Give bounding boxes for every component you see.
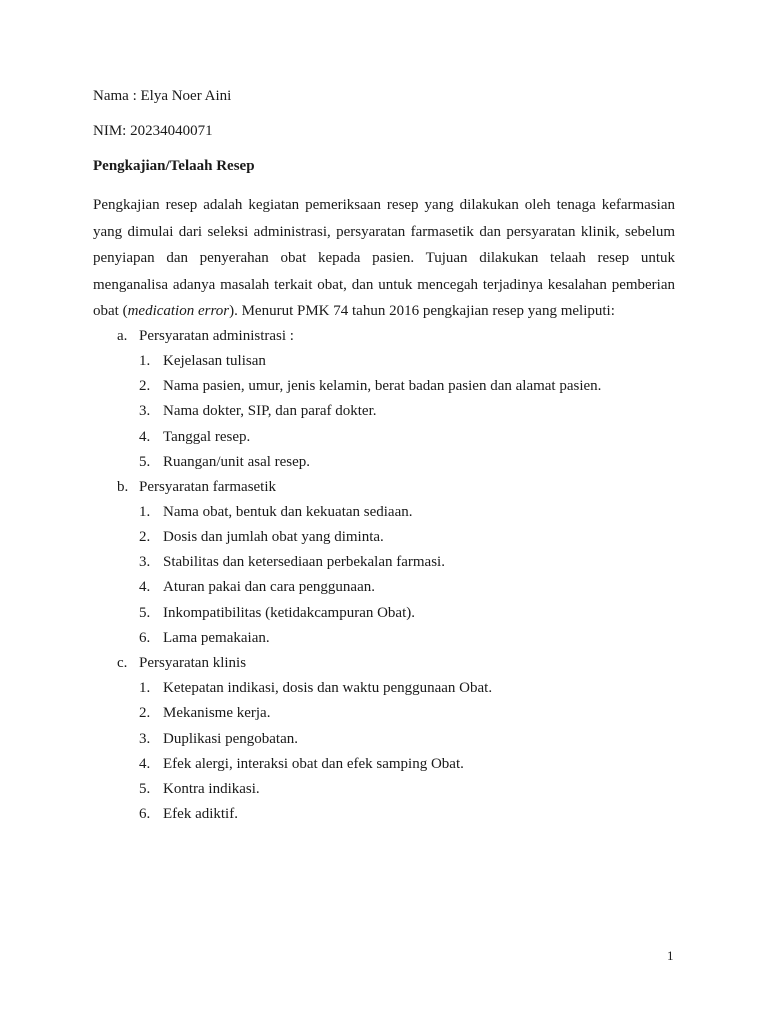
student-nim: NIM: 20234040071 xyxy=(93,123,213,139)
paragraph-text: obat ( xyxy=(93,303,128,319)
section-farmasetik xyxy=(117,478,276,496)
list-item xyxy=(139,352,266,370)
list-item xyxy=(139,805,238,823)
paragraph-line: menganalisa adanya masalah terkait obat, dan untuk mencegah terjadinya kesalahan pemberian xyxy=(93,276,675,293)
item-text: Lama pemakaian. xyxy=(163,630,270,646)
list-item xyxy=(139,780,260,798)
list-item xyxy=(139,377,601,395)
item-number: 3. xyxy=(139,731,151,747)
list-item xyxy=(139,402,377,420)
item-number: 1. xyxy=(139,504,151,520)
item-number: 4. xyxy=(139,579,151,595)
item-number: 6. xyxy=(139,806,151,822)
section-marker: a. xyxy=(117,328,128,344)
item-text: Aturan pakai dan cara penggunaan. xyxy=(163,579,375,595)
list-item xyxy=(139,679,492,697)
list-item xyxy=(139,578,375,596)
item-number: 3. xyxy=(139,403,151,419)
item-text: Nama dokter, SIP, dan paraf dokter. xyxy=(163,403,377,419)
item-number: 4. xyxy=(139,756,151,772)
list-item xyxy=(139,553,445,571)
item-text: Dosis dan jumlah obat yang diminta. xyxy=(163,529,384,545)
list-item xyxy=(139,428,250,446)
paragraph-text: ). Menurut PMK 74 tahun 2016 pengkajian resep yang meliputi: xyxy=(229,303,615,319)
item-text: Kejelasan tulisan xyxy=(163,353,266,369)
item-number: 5. xyxy=(139,605,151,621)
paragraph-line: Pengkajian resep adalah kegiatan pemeriksaan resep yang dilakukan oleh tenaga kefarmasian xyxy=(93,197,675,213)
item-text: Mekanisme kerja. xyxy=(163,705,271,721)
item-text: Nama pasien, umur, jenis kelamin, berat badan pasien dan alamat pasien. xyxy=(163,378,602,394)
item-number: 6. xyxy=(139,630,151,646)
section-marker: b. xyxy=(117,479,129,495)
intro-paragraph xyxy=(93,192,675,325)
item-text: Ruangan/unit asal resep. xyxy=(163,454,311,470)
list-item xyxy=(139,604,415,622)
paragraph-line xyxy=(93,298,675,325)
paragraph-line: penyiapan dan penyerahan obat kepada pasien. Tujuan dilakukan telaah resep untuk xyxy=(93,250,675,266)
item-text: Nama obat, bentuk dan kekuatan sediaan. xyxy=(163,504,413,520)
item-text: Kontra indikasi. xyxy=(163,781,260,797)
item-text: Efek adiktif. xyxy=(163,806,238,822)
item-text: Tanggal resep. xyxy=(163,429,251,445)
list-item xyxy=(139,528,384,546)
item-number: 3. xyxy=(139,554,151,570)
paragraph-line: yang dimulai dari seleksi administrasi, persyaratan farmasetik dan persyaratan klinik, sebelum xyxy=(93,223,675,240)
section-marker: c. xyxy=(117,655,128,671)
section-title: Pengkajian/Telaah Resep xyxy=(93,158,255,174)
student-name: Nama : Elya Noer Aini xyxy=(93,88,232,104)
item-number: 5. xyxy=(139,454,151,470)
item-text: Inkompatibilitas (ketidakcampuran Obat). xyxy=(163,605,416,621)
paragraph-emphasis: medication error xyxy=(127,303,230,319)
list-item xyxy=(139,755,464,773)
section-label: Persyaratan farmasetik xyxy=(139,479,277,495)
item-number: 1. xyxy=(139,353,151,369)
list-item xyxy=(139,629,270,647)
section-label: Persyaratan administrasi : xyxy=(139,328,294,344)
page-number: 1 xyxy=(667,948,674,963)
item-text: Ketepatan indikasi, dosis dan waktu penggunaan Obat. xyxy=(163,680,493,696)
item-number: 1. xyxy=(139,680,151,696)
section-administrasi xyxy=(117,327,294,345)
section-klinis xyxy=(117,654,246,672)
item-text: Efek alergi, interaksi obat dan efek samping Obat. xyxy=(163,756,464,772)
item-number: 5. xyxy=(139,781,151,797)
list-item xyxy=(139,503,413,521)
item-number: 2. xyxy=(139,529,151,545)
item-text: Stabilitas dan ketersediaan perbekalan farmasi. xyxy=(163,554,445,570)
list-item xyxy=(139,730,298,748)
section-label: Persyaratan klinis xyxy=(139,655,247,671)
item-text: Duplikasi pengobatan. xyxy=(163,731,298,747)
list-item xyxy=(139,453,310,471)
item-number: 4. xyxy=(139,429,151,445)
item-number: 2. xyxy=(139,378,151,394)
list-item xyxy=(139,704,270,722)
item-number: 2. xyxy=(139,705,151,721)
